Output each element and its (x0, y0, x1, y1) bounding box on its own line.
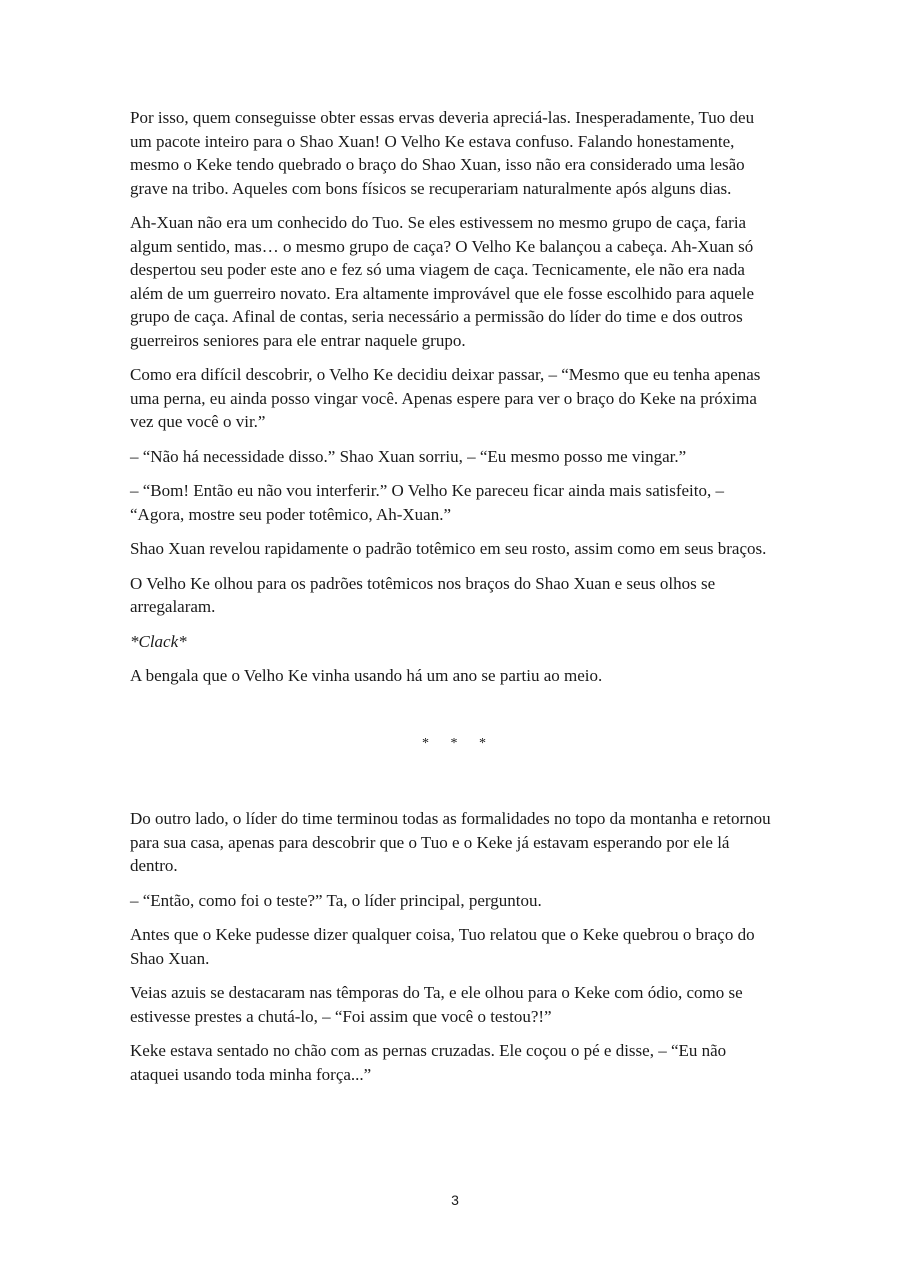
paragraph: O Velho Ke olhou para os padrões totêmicos nos braços do Shao Xuan e seus olhos se arregalaram. (130, 573, 716, 616)
paragraph: Ah-Xuan não era um conhecido do Tuo. Se eles estivessem no mesmo grupo de caça, faria algum sentido, mas… o mesmo grupo de caça? O Velho Ke balançou a cabeça. Ah-Xuan só despertou seu poder este ano e fez só uma viagem de caça. Tecnicamente, ele não era nada além de um guerreiro novato. Era altamente improvável que ele fosse escolhido para aquele grupo de caça. Afinal de contas, seria necessário a permissão do líder do time e dos outros guerreiros seniores para ele entrar naquele grupo. (130, 213, 755, 350)
page-body (130, 106, 778, 1097)
page-number: 3 (451, 1192, 459, 1208)
paragraph: – “Não há necessidade disso.” Shao Xuan sorriu, – “Eu mesmo posso me vingar.” (130, 446, 687, 466)
paragraph: A bengala que o Velho Ke vinha usando há um ano se partiu ao meio. (130, 666, 603, 685)
paragraph: Por isso, quem conseguisse obter essas ervas deveria apreciá-las. Inesperadamente, Tuo deu um pacote inteiro para o Shao Xuan! O Velho Ke estava confuso. Falando honestamente, mesmo o Keke tendo quebrado o braço do Shao Xuan, isso não era considerado uma lesão grave na tribo. Aqueles com bons físicos se recuperariam naturalmente após alguns dias. (130, 108, 755, 198)
paragraph: Como era difícil descobrir, o Velho Ke decidiu deixar passar, – “Mesmo que eu tenha apenas uma perna, eu ainda posso vingar você. Apenas espere para ver o braço do Keke na próxima vez que você o vir.” (130, 365, 761, 431)
sound-effect-paragraph: *Clack* (130, 631, 187, 651)
paragraph: – “Então, como foi o teste?” Ta, o líder principal, perguntou. (130, 890, 542, 910)
paragraph: Keke estava sentado no chão com as pernas cruzadas. Ele coçou o pé e disse, – “Eu não ataquei usando toda minha força...” (130, 1041, 727, 1084)
paragraph: – “Bom! Então eu não vou interferir.” O Velho Ke pareceu ficar ainda mais satisfeito, – “Agora, mostre seu poder totêmico, Ah-Xuan.” (130, 481, 725, 524)
paragraph: Shao Xuan revelou rapidamente o padrão totêmico em seu rosto, assim como em seus braços. (130, 539, 767, 558)
section-separator: * * * (422, 735, 486, 751)
paragraph: Veias azuis se destacaram nas têmporas do Ta, e ele olhou para o Keke com ódio, como se estivesse prestes a chutá-lo, – “Foi assim que você o testou?!” (130, 983, 743, 1026)
paragraph: Do outro lado, o líder do time terminou todas as formalidades no topo da montanha e retornou para sua casa, apenas para descobrir que o Tuo e o Keke já estavam esperando por ele lá dentro. (130, 809, 771, 875)
paragraph: Antes que o Keke pudesse dizer qualquer coisa, Tuo relatou que o Keke quebrou o braço do Shao Xuan. (130, 925, 755, 968)
